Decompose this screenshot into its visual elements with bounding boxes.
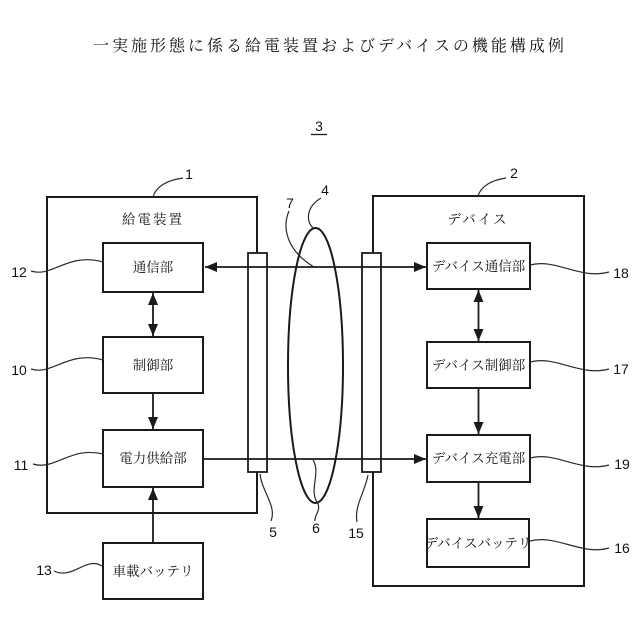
- cable-ellipse: [288, 228, 343, 503]
- vehicle-battery-box-label: 車載バッテリ: [112, 564, 194, 579]
- ref-6-leader: [313, 460, 319, 521]
- feeder-ref-leader: [153, 178, 183, 197]
- ref-7-label: 7: [286, 195, 294, 211]
- device-comm-box-label: デバイス通信部: [431, 259, 526, 274]
- ref-6-label: 6: [312, 520, 320, 536]
- device-ref-leader: [478, 178, 506, 196]
- ref-7-leader: [286, 211, 314, 267]
- ref-12-label: 12: [11, 264, 27, 280]
- ref-5-label: 5: [269, 524, 277, 540]
- ref-5-leader: [260, 474, 272, 521]
- ref-4-leader: [308, 198, 321, 228]
- ref-15-leader: [356, 475, 368, 522]
- ref-10-label: 10: [11, 362, 27, 378]
- control-box-label: 制御部: [132, 358, 174, 373]
- device-battery-box-label: デバイスバッテリ: [424, 536, 532, 551]
- feeder-connector: [248, 253, 267, 472]
- system-ref-label: 3: [315, 118, 323, 134]
- ref-15-label: 15: [348, 525, 364, 541]
- ref-19-label: 19: [614, 456, 630, 472]
- comm-box-label: 通信部: [132, 260, 174, 275]
- ref-4-label: 4: [321, 182, 329, 198]
- figure-title: 一実施形態に係る給電装置およびデバイスの機能構成例: [93, 38, 567, 55]
- ref-18-label: 18: [613, 265, 629, 281]
- feeder-ref-label: 1: [185, 166, 193, 182]
- ref-11-label: 11: [13, 457, 29, 473]
- ref-17-label: 17: [613, 361, 629, 377]
- feeder-box-label: 給電装置: [122, 212, 184, 227]
- ref-13-label: 13: [36, 562, 52, 578]
- device-control-box-label: デバイス制御部: [431, 358, 526, 373]
- ref-13-leader: [54, 564, 102, 574]
- device-box-label: デバイス: [447, 212, 509, 227]
- ref-16-label: 16: [614, 540, 630, 556]
- power-supply-box-label: 電力供給部: [119, 451, 187, 466]
- device-charging-box-label: デバイス充電部: [431, 451, 526, 466]
- device-ref-label: 2: [510, 165, 518, 181]
- device-connector: [362, 253, 381, 472]
